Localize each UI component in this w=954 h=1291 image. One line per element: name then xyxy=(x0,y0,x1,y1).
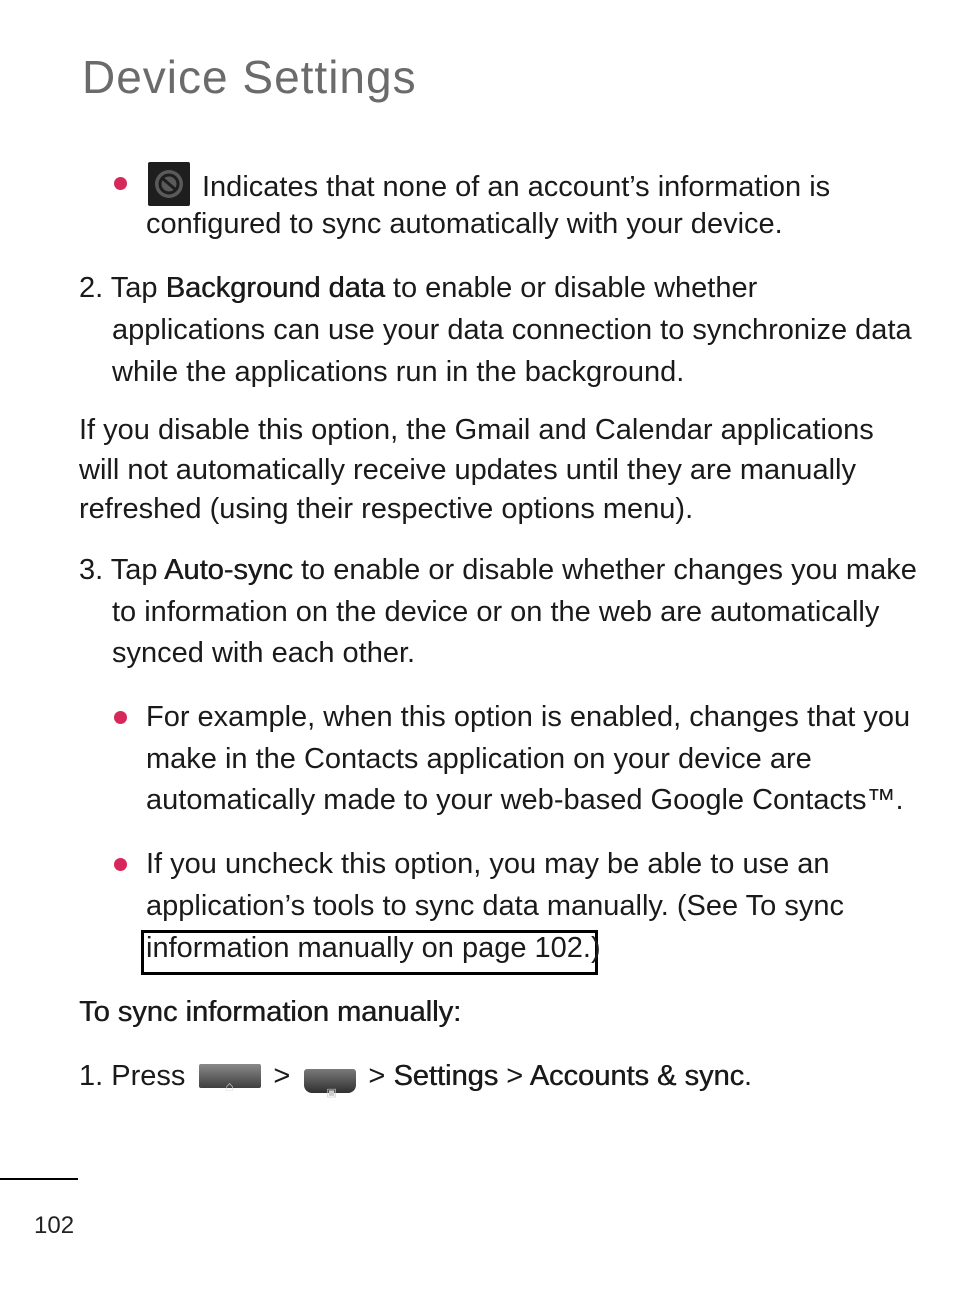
uncheck-line2: application’s tools to sync data manually. (See To sync xyxy=(146,890,844,922)
step2-line2: applications can use your data connection to synchronize data xyxy=(112,314,912,346)
uncheck-line3[interactable]: information manually on page 102.) xyxy=(146,932,601,964)
separator: > xyxy=(368,1060,386,1092)
step-verb: Tap xyxy=(110,554,158,586)
example-line3: automatically made to your web-based Google Contacts™. xyxy=(146,784,904,816)
page-title: Device Settings xyxy=(82,51,417,103)
para-line2: will not automatically receive updates until they are manually xyxy=(79,454,856,486)
example-line1: For example, when this option is enabled, changes that you xyxy=(146,701,911,733)
accounts-sync-label: Accounts & sync xyxy=(529,1060,744,1092)
step-verb: Press xyxy=(111,1060,186,1092)
example-line2: make in the Contacts application on your device are xyxy=(146,743,812,775)
home-key-icon: ⌂ xyxy=(199,1064,261,1088)
menu-key-icon: ▣ xyxy=(304,1069,356,1093)
step-verb: Tap xyxy=(110,272,158,304)
sync-bullet-text: Indicates that none of an account’s information is xyxy=(202,171,831,203)
settings-label: Settings xyxy=(393,1060,499,1092)
period: . xyxy=(743,1060,753,1092)
separator: > xyxy=(506,1060,524,1092)
sync-bullet-line1 xyxy=(148,162,830,208)
step2-line1 xyxy=(79,268,757,309)
step-text: to enable or disable whether changes you make xyxy=(300,554,917,586)
sync-bullet-line2: configured to sync automatically with your device. xyxy=(146,208,783,240)
step1-line xyxy=(79,1056,752,1097)
bullet-dot xyxy=(114,177,127,190)
step-text: to enable or disable whether xyxy=(392,272,758,304)
separator: > xyxy=(273,1060,291,1092)
subheading-text: To sync information manually: xyxy=(79,996,461,1028)
para-line1: If you disable this option, the Gmail and Calendar applications xyxy=(79,414,874,446)
bullet-dot xyxy=(114,711,127,724)
auto-sync-label: Auto-sync xyxy=(163,554,293,586)
step-number: 3. xyxy=(79,554,104,586)
step2-line3: while the applications run in the background. xyxy=(112,356,685,388)
step3-line1 xyxy=(79,550,917,591)
bullet-dot xyxy=(114,858,127,871)
step3-line2: to information on the device or on the web are automatically xyxy=(112,596,880,628)
para-line3: refreshed (using their respective options menu). xyxy=(79,493,694,525)
step3-line3: synced with each other. xyxy=(112,637,416,669)
step-number: 1. xyxy=(79,1060,104,1092)
step-number: 2. xyxy=(79,272,104,304)
footer-rule xyxy=(0,1178,78,1180)
page-number: 102 xyxy=(34,1212,75,1239)
sync-off-icon xyxy=(148,162,190,206)
subheading xyxy=(79,992,461,1033)
background-data-label: Background data xyxy=(165,272,385,304)
uncheck-line1: If you uncheck this option, you may be able to use an xyxy=(146,848,830,880)
